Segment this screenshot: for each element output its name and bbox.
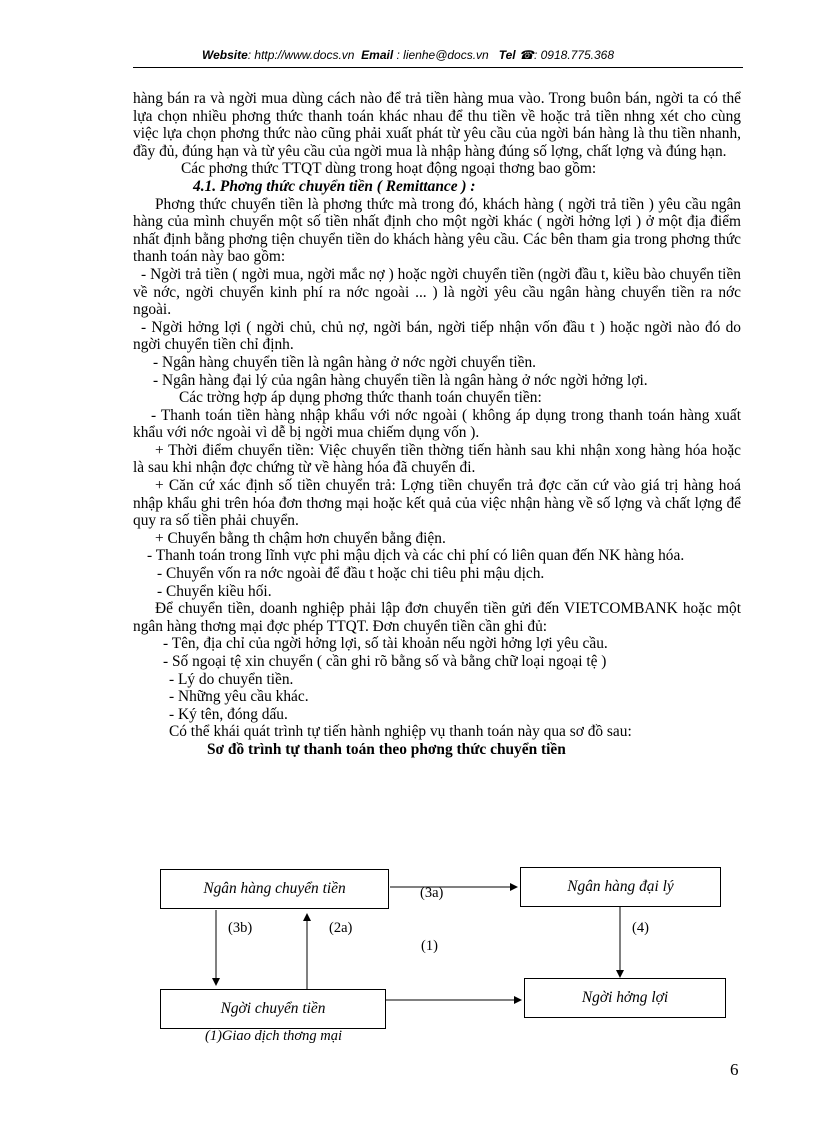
paragraph: Để chuyển tiền, doanh nghiệp phải lập đơn chuyển tiền gửi đến VIETCOMBANK hoặc một ngân hàng thơng mại đợc phép TTQT. Đơn chuyển tiền cần ghi đủ: — [133, 600, 741, 635]
paragraph: - Tên, địa chỉ của ngời hởng lợi, số tài khoản nếu ngời hởng lợi yêu cầu. — [163, 635, 608, 653]
agent-bank-box — [520, 867, 721, 907]
diagram-title: Sơ đồ trình tự thanh toán theo phơng thức chuyển tiền — [207, 740, 566, 758]
step-2a-label: (2a) — [329, 920, 353, 936]
tel-value: : 0918.775.368 — [533, 48, 615, 62]
section-title: 4.1. Phơng thức chuyển tiền ( Remittance ) : — [193, 177, 476, 195]
paragraph: + Căn cứ xác định số tiền chuyển trả: Lợng tiền chuyển trả đợc căn cứ vào giá trị hàng hoá nhập khẩu ghi trên hóa đơn thơng mại hoặc kết quả của việc nhận hàng về số lợng và chất lợng để quy ra số tiền phải chuyển. — [133, 477, 741, 530]
paragraph: - Số ngoại tệ xin chuyển ( cần ghi rõ bằng số và bằng chữ loại ngoại tệ ) — [163, 653, 607, 670]
paragraph: Có thể khái quát trình tự tiến hành nghiệp vụ thanh toán này qua sơ đồ sau: — [169, 723, 632, 741]
remitter-box — [160, 989, 386, 1029]
step-4-label: (4) — [632, 920, 649, 936]
paragraph: + Chuyển bằng th chậm hơn chuyển bằng điện. — [155, 529, 446, 547]
paragraph: - Chuyển kiều hối. — [157, 582, 272, 600]
page-number: 6 — [730, 1060, 739, 1079]
email-value[interactable]: : lienhe@docs.vn — [396, 48, 489, 62]
step-3b-label: (3b) — [228, 920, 253, 936]
remitting-bank-box — [160, 869, 389, 909]
paragraph: - Ngời trả tiền ( ngời mua, ngời mắc nợ ) hoặc ngời chuyển tiền (ngời đầu t, kiều bào chuyển tiền về nớc, ngời chuyển kinh phí ra nớc ngoài ... ) là ngời yêu cầu ngân hàng chuyển tiền ra nớc ngoài. — [133, 265, 741, 319]
website-value[interactable]: : http://www.docs.vn — [247, 48, 355, 62]
agent-bank-label: Ngân hàng đại lý — [567, 878, 674, 895]
step-3a-label: (3a) — [420, 885, 444, 901]
paragraph: - Thanh toán tiền hàng nhập khẩu với nớc ngoài ( không áp dụng trong thanh toán hàng xuất khẩu với nớc ngoài vì dễ bị ngời mua chiếm dụng vốn ). — [133, 406, 741, 442]
paragraph: hàng bán ra và ngời mua dùng cách nào để trả tiền hàng mua vào. Trong buôn bán, ngời ta có thể lựa chọn nhiều phơng thức thanh toán khác nhau để thu tiền về hoặc trả tiền nhng xét cho cùng việc lựa chọn phơng thức nào cũng phải xuất phát từ yêu cầu của ngời bán hàng là thu tiền nhanh, đầy đủ, đúng hạn và từ yêu cầu của ngời mua là nhập hàng đúng số lợng, chất lợng và đúng hạn. — [133, 90, 741, 160]
paragraph: - Ngân hàng đại lý của ngân hàng chuyển tiền là ngân hàng ở nớc ngời hởng lợi. — [153, 371, 648, 389]
beneficiary-label: Ngời hởng lợi — [581, 989, 669, 1006]
step-1-label: (1) — [421, 938, 438, 954]
paragraph: - Lý do chuyển tiền. — [169, 670, 294, 688]
paragraph: - Thanh toán trong lĩnh vực phi mậu dịch và các chi phí có liên quan đến NK hàng hóa. — [147, 547, 685, 565]
paragraph: - Những yêu cầu khác. — [169, 688, 309, 706]
remitter-label: Ngời chuyển tiền — [220, 1000, 326, 1017]
paragraph: - Ngời hởng lợi ( ngời chủ, chủ nợ, ngời bán, ngời tiếp nhận vốn đầu t ) hoặc ngời nào đó do ngời chuyển tiền chỉ định. — [133, 318, 741, 354]
email-label: Email — [361, 48, 394, 62]
paragraph: Các phơng thức TTQT dùng trong hoạt động ngoại thơng bao gồm: — [181, 160, 597, 178]
legend-1: (1)Giao dịch thơng mại — [205, 1028, 343, 1044]
paragraph: - Ký tên, đóng dấu. — [169, 705, 288, 723]
paragraph: - Chuyển vốn ra nớc ngoài để đầu t hoặc chi tiêu phi mậu dịch. — [157, 565, 545, 583]
website-label: Website — [201, 48, 248, 62]
paragraph: Các trờng hợp áp dụng phơng thức thanh toán chuyển tiền: — [179, 389, 542, 407]
beneficiary-box — [524, 978, 726, 1018]
phone-icon: ☎ — [519, 48, 534, 62]
paragraph: + Thời điểm chuyển tiền: Việc chuyển tiền thờng tiến hành sau khi nhận xong hàng hóa hoặc là sau khi nhận đợc chứng từ về hàng hóa đã chuyển đi. — [133, 441, 741, 477]
tel-label: Tel — [498, 48, 516, 62]
paragraph: Phơng thức chuyển tiền là phơng thức mà trong đó, khách hàng ( ngời trả tiền ) yêu cầu ngân hàng của mình chuyển một số tiền nhất định cho một ngời khác ( ngời hởng lợi ) ở một địa điểm nhất định bằng phơng tiện chuyển tiền do khách hàng yêu cầu. Các bên tham gia trong phơng thức thanh toán này bao gồm: — [133, 195, 741, 266]
remitting-bank-label: Ngân hàng chuyển tiền — [203, 880, 346, 897]
paragraph: - Ngân hàng chuyển tiền là ngân hàng ở nớc ngời chuyển tiền. — [153, 353, 536, 371]
